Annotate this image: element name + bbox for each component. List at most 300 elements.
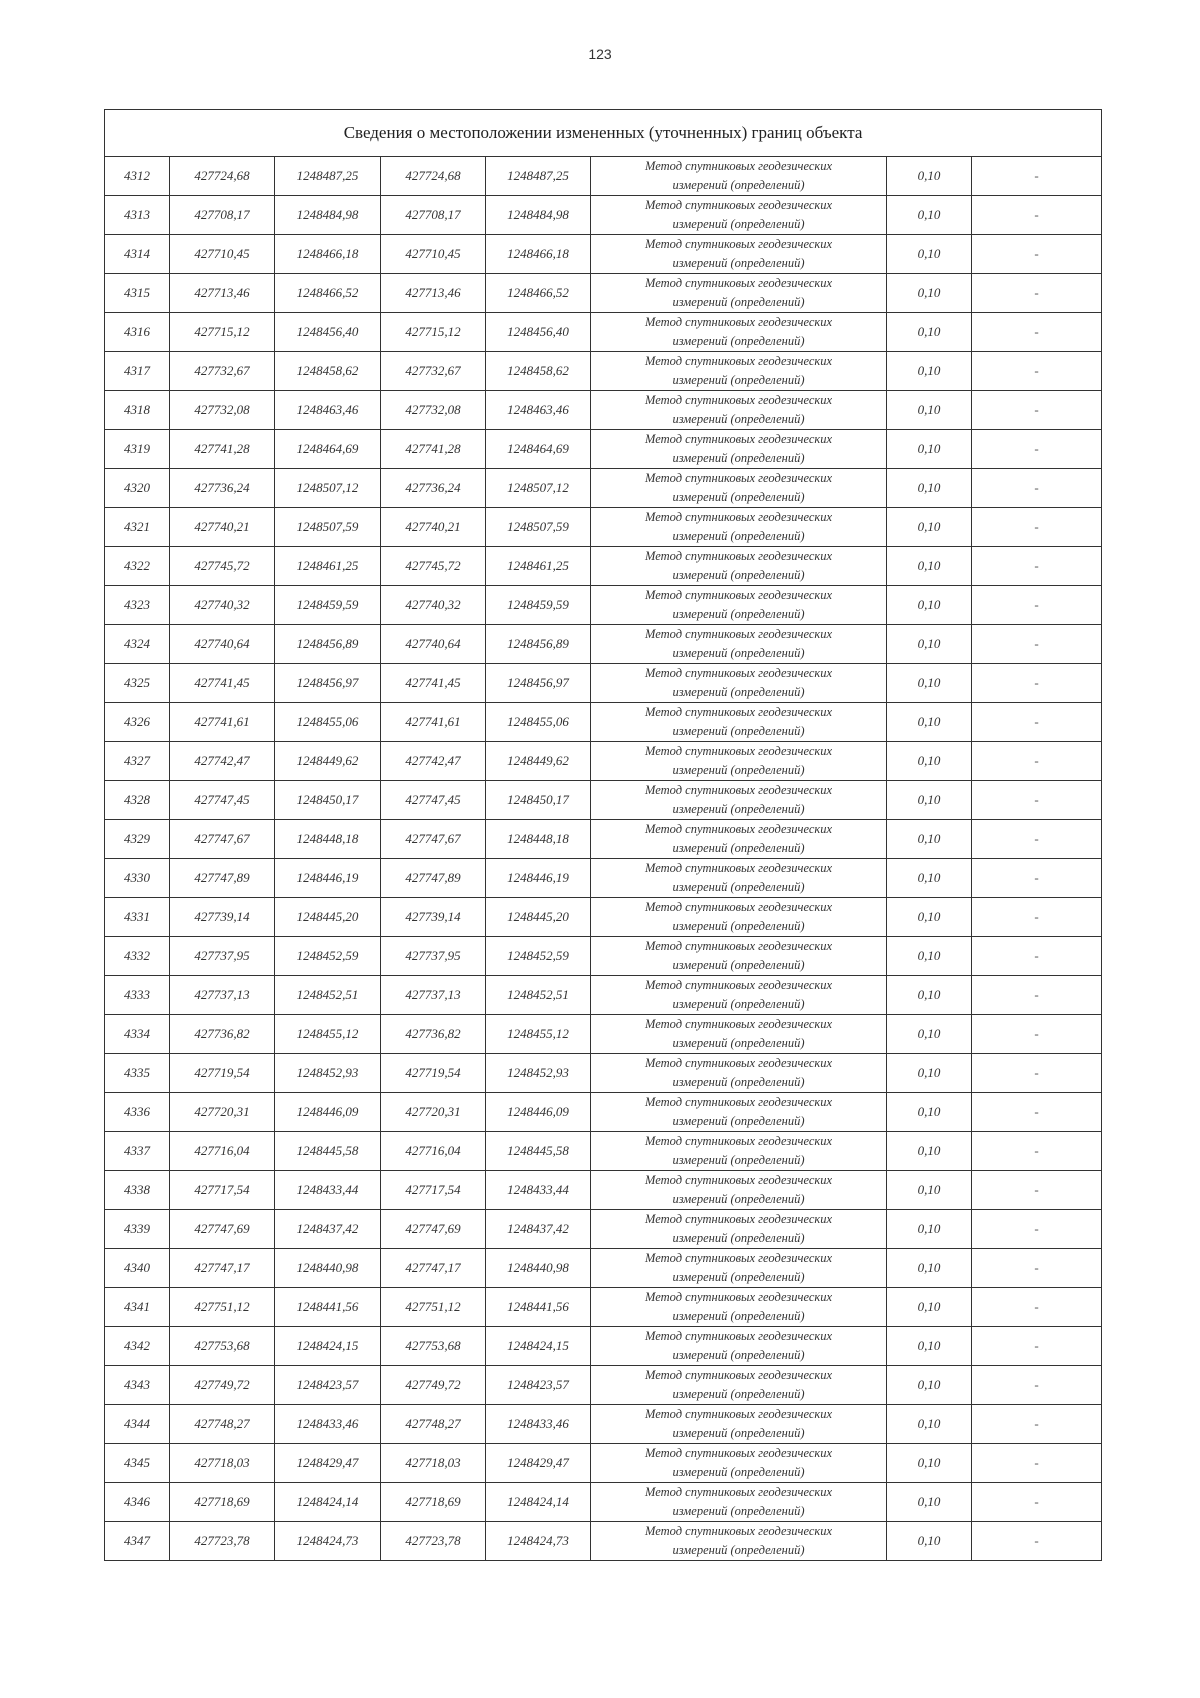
existing-x-cell: 427740,64 (170, 625, 275, 664)
refined-x-cell: 427741,61 (381, 703, 486, 742)
method-line-1: Метод спутниковых геодезических (644, 705, 833, 719)
table-row (105, 742, 1102, 781)
method-line-2: измерений (определений) (672, 490, 805, 504)
method-line-1: Метод спутниковых геодезических (644, 1290, 833, 1304)
existing-y-cell: 1248448,18 (275, 820, 381, 859)
existing-y-cell: 1248445,20 (275, 898, 381, 937)
refined-x-cell: 427724,68 (381, 157, 486, 196)
table-row (105, 1054, 1102, 1093)
method-cell (591, 1054, 887, 1093)
refined-x-cell: 427747,17 (381, 1249, 486, 1288)
accuracy-cell: 0,10 (887, 391, 972, 430)
table-row (105, 1366, 1102, 1405)
existing-y-cell: 1248507,12 (275, 469, 381, 508)
refined-y-cell: 1248452,59 (486, 937, 591, 976)
refined-x-cell: 427713,46 (381, 274, 486, 313)
method-cell (591, 1444, 887, 1483)
method-line-1: Метод спутниковых геодезических (644, 549, 833, 563)
note-cell: - (972, 1249, 1102, 1288)
method-line-2: измерений (определений) (672, 412, 805, 426)
note-cell: - (972, 508, 1102, 547)
existing-y-cell: 1248456,89 (275, 625, 381, 664)
method-line-1: Метод спутниковых геодезических (644, 783, 833, 797)
accuracy-cell: 0,10 (887, 820, 972, 859)
existing-y-cell: 1248450,17 (275, 781, 381, 820)
point-number-cell: 4333 (105, 976, 170, 1015)
refined-x-cell: 427718,69 (381, 1483, 486, 1522)
method-line-2: измерений (определений) (672, 1504, 805, 1518)
refined-y-cell: 1248424,14 (486, 1483, 591, 1522)
page-number: 123 (588, 46, 612, 62)
existing-x-cell: 427732,08 (170, 391, 275, 430)
accuracy-cell: 0,10 (887, 274, 972, 313)
refined-x-cell: 427747,89 (381, 859, 486, 898)
existing-x-cell: 427737,95 (170, 937, 275, 976)
existing-x-cell: 427740,32 (170, 586, 275, 625)
method-line-1: Метод спутниковых геодезических (644, 471, 833, 485)
refined-y-cell: 1248445,20 (486, 898, 591, 937)
method-line-2: измерений (определений) (672, 217, 805, 231)
existing-y-cell: 1248433,44 (275, 1171, 381, 1210)
existing-x-cell: 427741,28 (170, 430, 275, 469)
note-cell: - (972, 1210, 1102, 1249)
table-row (105, 664, 1102, 703)
method-line-2: измерений (определений) (672, 334, 805, 348)
refined-y-cell: 1248441,56 (486, 1288, 591, 1327)
method-line-1: Метод спутниковых геодезических (644, 1134, 833, 1148)
method-line-2: измерений (определений) (672, 178, 805, 192)
accuracy-cell: 0,10 (887, 586, 972, 625)
table-row (105, 1483, 1102, 1522)
table-row (105, 157, 1102, 196)
table-row (105, 1444, 1102, 1483)
method-line-1: Метод спутниковых геодезических (644, 1368, 833, 1382)
existing-x-cell: 427724,68 (170, 157, 275, 196)
refined-y-cell: 1248423,57 (486, 1366, 591, 1405)
table-row (105, 1093, 1102, 1132)
note-cell: - (972, 1093, 1102, 1132)
method-cell (591, 391, 887, 430)
note-cell: - (972, 1288, 1102, 1327)
existing-x-cell: 427749,72 (170, 1366, 275, 1405)
method-line-1: Метод спутниковых геодезических (644, 1446, 833, 1460)
note-cell: - (972, 1483, 1102, 1522)
refined-y-cell: 1248487,25 (486, 157, 591, 196)
existing-x-cell: 427745,72 (170, 547, 275, 586)
existing-y-cell: 1248455,06 (275, 703, 381, 742)
refined-x-cell: 427715,12 (381, 313, 486, 352)
existing-x-cell: 427719,54 (170, 1054, 275, 1093)
refined-x-cell: 427747,45 (381, 781, 486, 820)
method-cell (591, 703, 887, 742)
existing-y-cell: 1248437,42 (275, 1210, 381, 1249)
method-cell (591, 820, 887, 859)
table-row (105, 703, 1102, 742)
note-cell: - (972, 1015, 1102, 1054)
accuracy-cell: 0,10 (887, 1444, 972, 1483)
existing-y-cell: 1248507,59 (275, 508, 381, 547)
existing-x-cell: 427753,68 (170, 1327, 275, 1366)
method-cell (591, 1093, 887, 1132)
point-number-cell: 4344 (105, 1405, 170, 1444)
refined-y-cell: 1248455,06 (486, 703, 591, 742)
method-line-2: измерений (определений) (672, 607, 805, 621)
point-number-cell: 4334 (105, 1015, 170, 1054)
point-number-cell: 4326 (105, 703, 170, 742)
note-cell: - (972, 1444, 1102, 1483)
point-number-cell: 4317 (105, 352, 170, 391)
method-line-2: измерений (определений) (672, 1270, 805, 1284)
existing-y-cell: 1248463,46 (275, 391, 381, 430)
method-line-1: Метод спутниковых геодезических (644, 1251, 833, 1265)
accuracy-cell: 0,10 (887, 1366, 972, 1405)
method-line-2: измерений (определений) (672, 256, 805, 270)
note-cell: - (972, 859, 1102, 898)
refined-x-cell: 427732,67 (381, 352, 486, 391)
point-number-cell: 4339 (105, 1210, 170, 1249)
table-row (105, 430, 1102, 469)
refined-y-cell: 1248433,46 (486, 1405, 591, 1444)
table-row (105, 1249, 1102, 1288)
refined-y-cell: 1248429,47 (486, 1444, 591, 1483)
method-line-1: Метод спутниковых геодезических (644, 1524, 833, 1538)
existing-x-cell: 427747,89 (170, 859, 275, 898)
note-cell: - (972, 313, 1102, 352)
note-cell: - (972, 898, 1102, 937)
table-row (105, 235, 1102, 274)
table-row (105, 196, 1102, 235)
refined-y-cell: 1248424,15 (486, 1327, 591, 1366)
point-number-cell: 4315 (105, 274, 170, 313)
point-number-cell: 4346 (105, 1483, 170, 1522)
existing-y-cell: 1248429,47 (275, 1444, 381, 1483)
method-line-1: Метод спутниковых геодезических (644, 900, 833, 914)
note-cell: - (972, 235, 1102, 274)
method-cell (591, 937, 887, 976)
method-cell (591, 1171, 887, 1210)
method-line-1: Метод спутниковых геодезических (644, 1056, 833, 1070)
existing-y-cell: 1248456,40 (275, 313, 381, 352)
method-line-2: измерений (определений) (672, 373, 805, 387)
existing-x-cell: 427710,45 (170, 235, 275, 274)
refined-y-cell: 1248446,19 (486, 859, 591, 898)
existing-x-cell: 427737,13 (170, 976, 275, 1015)
point-number-cell: 4312 (105, 157, 170, 196)
refined-x-cell: 427717,54 (381, 1171, 486, 1210)
accuracy-cell: 0,10 (887, 1249, 972, 1288)
refined-y-cell: 1248458,62 (486, 352, 591, 391)
table-row (105, 547, 1102, 586)
refined-x-cell: 427753,68 (381, 1327, 486, 1366)
existing-x-cell: 427739,14 (170, 898, 275, 937)
table-row (105, 508, 1102, 547)
existing-x-cell: 427723,78 (170, 1522, 275, 1561)
existing-y-cell: 1248459,59 (275, 586, 381, 625)
method-line-1: Метод спутниковых геодезических (644, 666, 833, 680)
existing-x-cell: 427747,17 (170, 1249, 275, 1288)
existing-x-cell: 427716,04 (170, 1132, 275, 1171)
note-cell: - (972, 1522, 1102, 1561)
method-line-2: измерений (определений) (672, 880, 805, 894)
existing-y-cell: 1248464,69 (275, 430, 381, 469)
method-cell (591, 1366, 887, 1405)
point-number-cell: 4331 (105, 898, 170, 937)
accuracy-cell: 0,10 (887, 742, 972, 781)
refined-y-cell: 1248507,12 (486, 469, 591, 508)
method-line-1: Метод спутниковых геодезических (644, 1485, 833, 1499)
method-cell (591, 508, 887, 547)
method-cell (591, 196, 887, 235)
note-cell: - (972, 274, 1102, 313)
table-row (105, 313, 1102, 352)
method-cell (591, 1327, 887, 1366)
method-line-1: Метод спутниковых геодезических (644, 588, 833, 602)
method-line-2: измерений (определений) (672, 1309, 805, 1323)
method-cell (591, 430, 887, 469)
note-cell: - (972, 352, 1102, 391)
existing-x-cell: 427747,69 (170, 1210, 275, 1249)
existing-y-cell: 1248452,51 (275, 976, 381, 1015)
refined-y-cell: 1248440,98 (486, 1249, 591, 1288)
accuracy-cell: 0,10 (887, 937, 972, 976)
point-number-cell: 4313 (105, 196, 170, 235)
method-line-2: измерений (определений) (672, 1387, 805, 1401)
accuracy-cell: 0,10 (887, 1093, 972, 1132)
existing-y-cell: 1248484,98 (275, 196, 381, 235)
point-number-cell: 4316 (105, 313, 170, 352)
point-number-cell: 4314 (105, 235, 170, 274)
accuracy-cell: 0,10 (887, 1327, 972, 1366)
method-line-2: измерений (определений) (672, 1231, 805, 1245)
method-line-2: измерений (определений) (672, 1348, 805, 1362)
point-number-cell: 4325 (105, 664, 170, 703)
existing-x-cell: 427741,61 (170, 703, 275, 742)
refined-y-cell: 1248424,73 (486, 1522, 591, 1561)
method-line-2: измерений (определений) (672, 1192, 805, 1206)
refined-x-cell: 427718,03 (381, 1444, 486, 1483)
refined-x-cell: 427723,78 (381, 1522, 486, 1561)
note-cell: - (972, 157, 1102, 196)
method-line-2: измерений (определений) (672, 763, 805, 777)
refined-y-cell: 1248459,59 (486, 586, 591, 625)
existing-x-cell: 427748,27 (170, 1405, 275, 1444)
note-cell: - (972, 430, 1102, 469)
method-cell (591, 313, 887, 352)
method-line-1: Метод спутниковых геодезических (644, 198, 833, 212)
accuracy-cell: 0,10 (887, 1210, 972, 1249)
table-row (105, 1015, 1102, 1054)
table-row (105, 937, 1102, 976)
refined-y-cell: 1248463,46 (486, 391, 591, 430)
refined-y-cell: 1248449,62 (486, 742, 591, 781)
accuracy-cell: 0,10 (887, 1405, 972, 1444)
refined-y-cell: 1248445,58 (486, 1132, 591, 1171)
existing-x-cell: 427736,24 (170, 469, 275, 508)
table-row (105, 859, 1102, 898)
point-number-cell: 4338 (105, 1171, 170, 1210)
note-cell: - (972, 1405, 1102, 1444)
existing-y-cell: 1248449,62 (275, 742, 381, 781)
existing-y-cell: 1248466,52 (275, 274, 381, 313)
refined-x-cell: 427737,95 (381, 937, 486, 976)
existing-x-cell: 427718,69 (170, 1483, 275, 1522)
method-line-2: измерений (определений) (672, 1075, 805, 1089)
method-cell (591, 1132, 887, 1171)
method-line-2: измерений (определений) (672, 1036, 805, 1050)
note-cell: - (972, 391, 1102, 430)
method-line-2: измерений (определений) (672, 841, 805, 855)
refined-x-cell: 427749,72 (381, 1366, 486, 1405)
method-cell (591, 1405, 887, 1444)
table-row (105, 391, 1102, 430)
method-line-1: Метод спутниковых геодезических (644, 627, 833, 641)
method-line-1: Метод спутниковых геодезических (644, 939, 833, 953)
accuracy-cell: 0,10 (887, 1015, 972, 1054)
method-line-1: Метод спутниковых геодезических (644, 1212, 833, 1226)
refined-x-cell: 427740,32 (381, 586, 486, 625)
table-row (105, 1522, 1102, 1561)
note-cell: - (972, 820, 1102, 859)
refined-x-cell: 427747,67 (381, 820, 486, 859)
existing-y-cell: 1248452,93 (275, 1054, 381, 1093)
existing-x-cell: 427715,12 (170, 313, 275, 352)
point-number-cell: 4332 (105, 937, 170, 976)
method-cell (591, 1015, 887, 1054)
point-number-cell: 4343 (105, 1366, 170, 1405)
existing-x-cell: 427717,54 (170, 1171, 275, 1210)
method-cell (591, 1288, 887, 1327)
accuracy-cell: 0,10 (887, 664, 972, 703)
note-cell: - (972, 664, 1102, 703)
method-line-2: измерений (определений) (672, 529, 805, 543)
accuracy-cell: 0,10 (887, 1054, 972, 1093)
existing-x-cell: 427736,82 (170, 1015, 275, 1054)
existing-y-cell: 1248446,19 (275, 859, 381, 898)
refined-y-cell: 1248484,98 (486, 196, 591, 235)
method-cell (591, 547, 887, 586)
method-cell (591, 586, 887, 625)
method-line-1: Метод спутниковых геодезических (644, 315, 833, 329)
method-cell (591, 898, 887, 937)
accuracy-cell: 0,10 (887, 508, 972, 547)
table-row (105, 625, 1102, 664)
refined-y-cell: 1248456,97 (486, 664, 591, 703)
refined-x-cell: 427737,13 (381, 976, 486, 1015)
accuracy-cell: 0,10 (887, 313, 972, 352)
table-row (105, 274, 1102, 313)
note-cell: - (972, 1171, 1102, 1210)
table-row (105, 1132, 1102, 1171)
method-line-1: Метод спутниковых геодезических (644, 1329, 833, 1343)
note-cell: - (972, 703, 1102, 742)
method-line-1: Метод спутниковых геодезических (644, 393, 833, 407)
method-line-2: измерений (определений) (672, 919, 805, 933)
method-line-2: измерений (определений) (672, 1153, 805, 1167)
refined-x-cell: 427741,28 (381, 430, 486, 469)
refined-x-cell: 427720,31 (381, 1093, 486, 1132)
existing-y-cell: 1248446,09 (275, 1093, 381, 1132)
method-cell (591, 976, 887, 1015)
accuracy-cell: 0,10 (887, 1171, 972, 1210)
method-line-2: измерений (определений) (672, 1426, 805, 1440)
existing-y-cell: 1248441,56 (275, 1288, 381, 1327)
accuracy-cell: 0,10 (887, 625, 972, 664)
accuracy-cell: 0,10 (887, 1522, 972, 1561)
accuracy-cell: 0,10 (887, 781, 972, 820)
table-row (105, 352, 1102, 391)
accuracy-cell: 0,10 (887, 703, 972, 742)
existing-x-cell: 427740,21 (170, 508, 275, 547)
table-row (105, 1327, 1102, 1366)
method-cell (591, 625, 887, 664)
table-row (105, 820, 1102, 859)
point-number-cell: 4324 (105, 625, 170, 664)
point-number-cell: 4321 (105, 508, 170, 547)
method-line-1: Метод спутниковых геодезических (644, 1173, 833, 1187)
point-number-cell: 4336 (105, 1093, 170, 1132)
refined-x-cell: 427736,24 (381, 469, 486, 508)
note-cell: - (972, 1366, 1102, 1405)
table-row (105, 1171, 1102, 1210)
method-cell (591, 1210, 887, 1249)
method-line-1: Метод спутниковых геодезических (644, 861, 833, 875)
refined-x-cell: 427748,27 (381, 1405, 486, 1444)
note-cell: - (972, 586, 1102, 625)
method-line-1: Метод спутниковых геодезических (644, 432, 833, 446)
accuracy-cell: 0,10 (887, 1483, 972, 1522)
table-row (105, 586, 1102, 625)
refined-y-cell: 1248448,18 (486, 820, 591, 859)
method-line-2: измерений (определений) (672, 1465, 805, 1479)
note-cell: - (972, 1054, 1102, 1093)
existing-x-cell: 427742,47 (170, 742, 275, 781)
table-body (105, 110, 1102, 1561)
point-number-cell: 4341 (105, 1288, 170, 1327)
accuracy-cell: 0,10 (887, 196, 972, 235)
existing-y-cell: 1248424,14 (275, 1483, 381, 1522)
refined-y-cell: 1248446,09 (486, 1093, 591, 1132)
method-line-2: измерений (определений) (672, 958, 805, 972)
note-cell: - (972, 781, 1102, 820)
accuracy-cell: 0,10 (887, 1132, 972, 1171)
accuracy-cell: 0,10 (887, 235, 972, 274)
method-line-1: Метод спутниковых геодезических (644, 978, 833, 992)
refined-x-cell: 427732,08 (381, 391, 486, 430)
method-line-1: Метод спутниковых геодезических (644, 276, 833, 290)
method-line-1: Метод спутниковых геодезических (644, 1095, 833, 1109)
refined-x-cell: 427740,64 (381, 625, 486, 664)
refined-y-cell: 1248433,44 (486, 1171, 591, 1210)
table-row (105, 781, 1102, 820)
refined-y-cell: 1248450,17 (486, 781, 591, 820)
method-line-2: измерений (определений) (672, 685, 805, 699)
note-cell: - (972, 976, 1102, 1015)
existing-y-cell: 1248424,15 (275, 1327, 381, 1366)
method-line-1: Метод спутниковых геодезических (644, 1017, 833, 1031)
point-number-cell: 4319 (105, 430, 170, 469)
refined-y-cell: 1248461,25 (486, 547, 591, 586)
accuracy-cell: 0,10 (887, 1288, 972, 1327)
accuracy-cell: 0,10 (887, 547, 972, 586)
accuracy-cell: 0,10 (887, 430, 972, 469)
method-cell (591, 157, 887, 196)
point-number-cell: 4337 (105, 1132, 170, 1171)
method-line-2: измерений (определений) (672, 295, 805, 309)
refined-y-cell: 1248466,18 (486, 235, 591, 274)
existing-y-cell: 1248423,57 (275, 1366, 381, 1405)
refined-x-cell: 427741,45 (381, 664, 486, 703)
note-cell: - (972, 1132, 1102, 1171)
